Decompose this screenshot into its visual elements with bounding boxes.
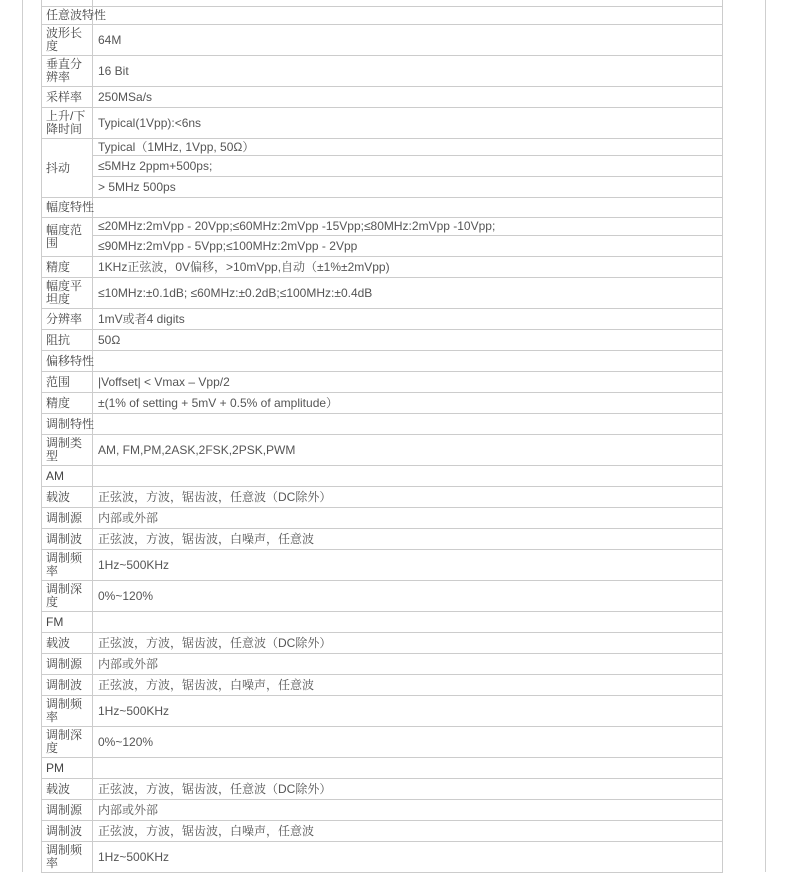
- spec-label: 垂直分辨率: [42, 56, 93, 87]
- spec-value: 1Hz~500KHz: [93, 842, 723, 873]
- empty-cell: [93, 466, 723, 487]
- section-row: [42, 351, 723, 372]
- table-row: [42, 508, 723, 529]
- table-row: [42, 87, 723, 108]
- spec-value: Typical（1MHz, 1Vpp, 50Ω）: [93, 139, 723, 156]
- table-row: [42, 633, 723, 654]
- spec-label: 采样率: [42, 87, 93, 108]
- spec-label: 调制波: [42, 675, 93, 696]
- table-row: [42, 529, 723, 550]
- page-frame-right: [765, 0, 766, 872]
- spec-value: |Voffset| < Vmax – Vpp/2: [93, 372, 723, 393]
- table-row: [42, 654, 723, 675]
- section-title: 任意波特性: [42, 7, 93, 25]
- table-row: [42, 800, 723, 821]
- spec-label: 调制频率: [42, 842, 93, 873]
- spec-value: ±(1% of setting + 5mV + 0.5% of amplitude）: [93, 393, 723, 414]
- spec-label: 载波: [42, 779, 93, 800]
- spec-value: 内部或外部: [93, 800, 723, 821]
- section-row: [42, 414, 723, 435]
- spec-value: 50Ω: [93, 330, 723, 351]
- spec-value: ≤5MHz 2ppm+500ps;: [93, 156, 723, 177]
- spec-table-body: [42, 0, 723, 873]
- page-frame-left: [22, 0, 23, 872]
- spec-table: [41, 0, 723, 873]
- table-row: [42, 177, 723, 198]
- table-row: [42, 56, 723, 87]
- table-row: [42, 257, 723, 278]
- table-row: [42, 550, 723, 581]
- empty-cell: [93, 758, 723, 779]
- table-row: [42, 842, 723, 873]
- spec-value: > 5MHz 500ps: [93, 177, 723, 198]
- table-row: [42, 779, 723, 800]
- spec-label: 抖动: [42, 139, 93, 198]
- table-row: [42, 139, 723, 156]
- table-row: [42, 581, 723, 612]
- spec-value: 正弦波，方波，锯齿波，任意波（DC除外）: [93, 779, 723, 800]
- empty-cell: [93, 7, 723, 25]
- table-row: [42, 108, 723, 139]
- spec-label: 调制频率: [42, 550, 93, 581]
- spec-label: 波形长度: [42, 25, 93, 56]
- table-row: [42, 236, 723, 257]
- table-row: [42, 372, 723, 393]
- spec-value: 16 Bit: [93, 56, 723, 87]
- section-title: PM: [42, 758, 93, 779]
- spec-value: 内部或外部: [93, 508, 723, 529]
- spec-label: 载波: [42, 633, 93, 654]
- spec-label: 阻抗: [42, 330, 93, 351]
- spec-value: 0%~120%: [93, 727, 723, 758]
- spec-label: 幅度平坦度: [42, 278, 93, 309]
- spec-label: 调制类型: [42, 435, 93, 466]
- table-row: [42, 435, 723, 466]
- spec-value: 正弦波，方波，锯齿波，白噪声，任意波: [93, 675, 723, 696]
- table-row: [42, 487, 723, 508]
- section-row: [42, 612, 723, 633]
- spec-value: 1Hz~500KHz: [93, 696, 723, 727]
- spec-label: 精度: [42, 257, 93, 278]
- empty-cell: [93, 198, 723, 218]
- spec-label: 范围: [42, 372, 93, 393]
- table-row: [42, 821, 723, 842]
- spec-value: 1mV或者4 digits: [93, 309, 723, 330]
- section-title: 幅度特性: [42, 198, 93, 218]
- spec-value: ≤20MHz:2mVpp - 20Vpp;≤60MHz:2mVpp -15Vpp;≤80MHz:2mVpp -10Vpp;: [93, 218, 723, 236]
- section-title: FM: [42, 612, 93, 633]
- spec-label: 调制波: [42, 821, 93, 842]
- spec-label: 调制源: [42, 508, 93, 529]
- table-row: [42, 696, 723, 727]
- spec-label: 幅度范围: [42, 218, 93, 257]
- spec-value: 正弦波，方波，锯齿波，白噪声，任意波: [93, 529, 723, 550]
- spec-value: 0%~120%: [93, 581, 723, 612]
- section-row: [42, 198, 723, 218]
- empty-cell: [93, 351, 723, 372]
- empty-cell: [93, 612, 723, 633]
- table-row: [42, 330, 723, 351]
- table-row: [42, 727, 723, 758]
- section-title: 调制特性: [42, 414, 93, 435]
- table-row: [42, 218, 723, 236]
- spec-label: 调制深度: [42, 727, 93, 758]
- section-title: 偏移特性: [42, 351, 93, 372]
- table-row: [42, 393, 723, 414]
- spec-label: 调制源: [42, 654, 93, 675]
- table-row: [42, 675, 723, 696]
- section-row: [42, 7, 723, 25]
- table-row: [42, 278, 723, 309]
- spec-value: ≤10MHz:±0.1dB; ≤60MHz:±0.2dB;≤100MHz:±0.4dB: [93, 278, 723, 309]
- section-title: AM: [42, 466, 93, 487]
- table-row: [42, 309, 723, 330]
- spec-label: 分辨率: [42, 309, 93, 330]
- spec-value: 1Hz~500KHz: [93, 550, 723, 581]
- spec-value: 正弦波，方波，锯齿波，白噪声，任意波: [93, 821, 723, 842]
- spec-value: 1KHz正弦波，0V偏移，>10mVpp,自动（±1%±2mVpp): [93, 257, 723, 278]
- section-row: [42, 758, 723, 779]
- spec-value: Typical(1Vpp):<6ns: [93, 108, 723, 139]
- table-row: [42, 25, 723, 56]
- spec-value: AM, FM,PM,2ASK,2FSK,2PSK,PWM: [93, 435, 723, 466]
- spec-value: ≤90MHz:2mVpp - 5Vpp;≤100MHz:2mVpp - 2Vpp: [93, 236, 723, 257]
- spec-value: 250MSa/s: [93, 87, 723, 108]
- spec-label: 调制波: [42, 529, 93, 550]
- spec-label: 调制深度: [42, 581, 93, 612]
- spec-label: 载波: [42, 487, 93, 508]
- table-row: [42, 156, 723, 177]
- spec-value: 64M: [93, 25, 723, 56]
- spec-value: 正弦波，方波，锯齿波，任意波（DC除外）: [93, 487, 723, 508]
- empty-cell: [93, 414, 723, 435]
- section-row: [42, 466, 723, 487]
- spec-label: 精度: [42, 393, 93, 414]
- spec-label: 调制源: [42, 800, 93, 821]
- spec-value: 正弦波，方波，锯齿波，任意波（DC除外）: [93, 633, 723, 654]
- spec-value: 内部或外部: [93, 654, 723, 675]
- spec-label: 上升/下降时间: [42, 108, 93, 139]
- spec-label: 调制频率: [42, 696, 93, 727]
